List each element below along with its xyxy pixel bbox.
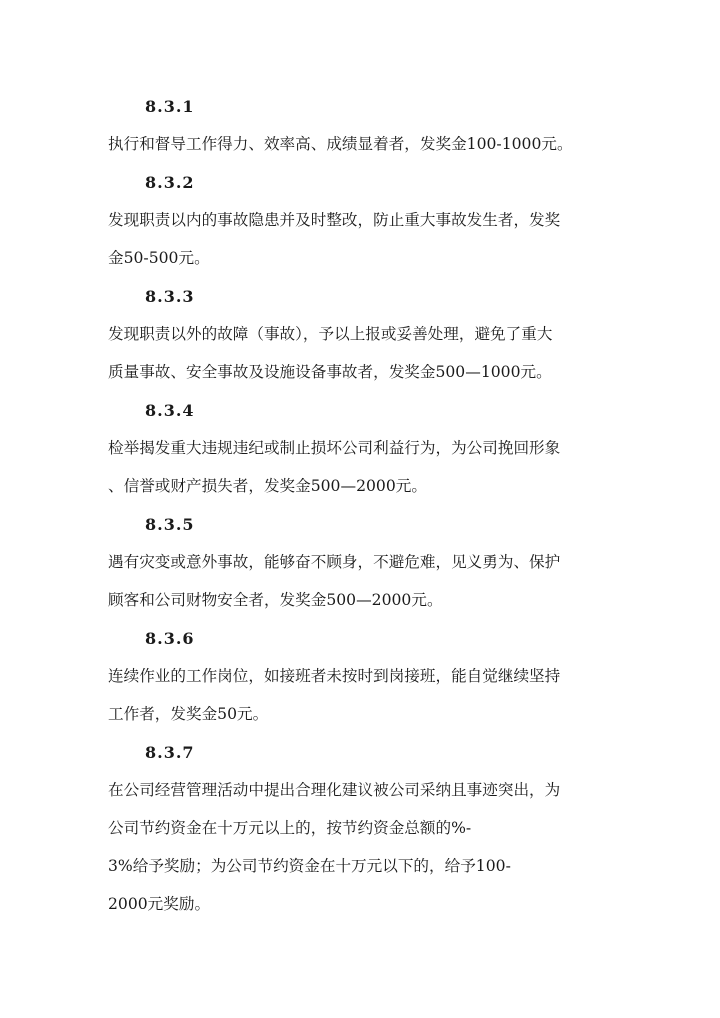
paragraph-line: 执行和督导工作得力、效率高、成绩显着者，发奖金100-1000元。	[108, 135, 573, 153]
section-number: 8.3.1	[145, 97, 195, 116]
paragraph-line: 遇有灾变或意外事故，能够奋不顾身，不避危难，见义勇为、保护	[108, 553, 561, 571]
section-number: 8.3.4	[145, 401, 195, 420]
paragraph-line: 发现职责以内的事故隐患并及时整改，防止重大事故发生者，发奖	[108, 211, 561, 229]
paragraph-line: 、信誉或财产损失者，发奖金500—2000元。	[108, 477, 427, 495]
paragraph-line: 金50-500元。	[108, 249, 210, 267]
section-number: 8.3.6	[145, 629, 195, 648]
paragraph-line: 工作者，发奖金50元。	[108, 705, 269, 723]
document-page	[108, 94, 608, 930]
paragraph-line: 在公司经营管理活动中提出合理化建议被公司采纳且事迹突出，为	[108, 781, 561, 799]
paragraph-line: 顾客和公司财物安全者，发奖金500—2000元。	[108, 591, 443, 609]
paragraph-line: 检举揭发重大违规违纪或制止损坏公司利益行为，为公司挽回形象	[108, 439, 561, 457]
section-number: 8.3.2	[145, 173, 195, 192]
section-number: 8.3.5	[145, 515, 195, 534]
paragraph-line: 连续作业的工作岗位，如接班者未按时到岗接班，能自觉继续坚持	[108, 667, 561, 685]
paragraph-line: 3%给予奖励；为公司节约资金在十万元以下的，给予100-	[108, 857, 511, 875]
paragraph-line: 2000元奖励。	[108, 895, 211, 913]
paragraph-line: 质量事故、安全事故及设施设备事故者，发奖金500—1000元。	[108, 363, 552, 381]
section-number: 8.3.3	[145, 287, 195, 306]
paragraph-line: 发现职责以外的故障（事故），予以上报或妥善处理，避免了重大	[108, 325, 553, 343]
section-number: 8.3.7	[145, 743, 195, 762]
paragraph-line: 公司节约资金在十万元以上的，按节约资金总额的%-	[108, 819, 472, 837]
